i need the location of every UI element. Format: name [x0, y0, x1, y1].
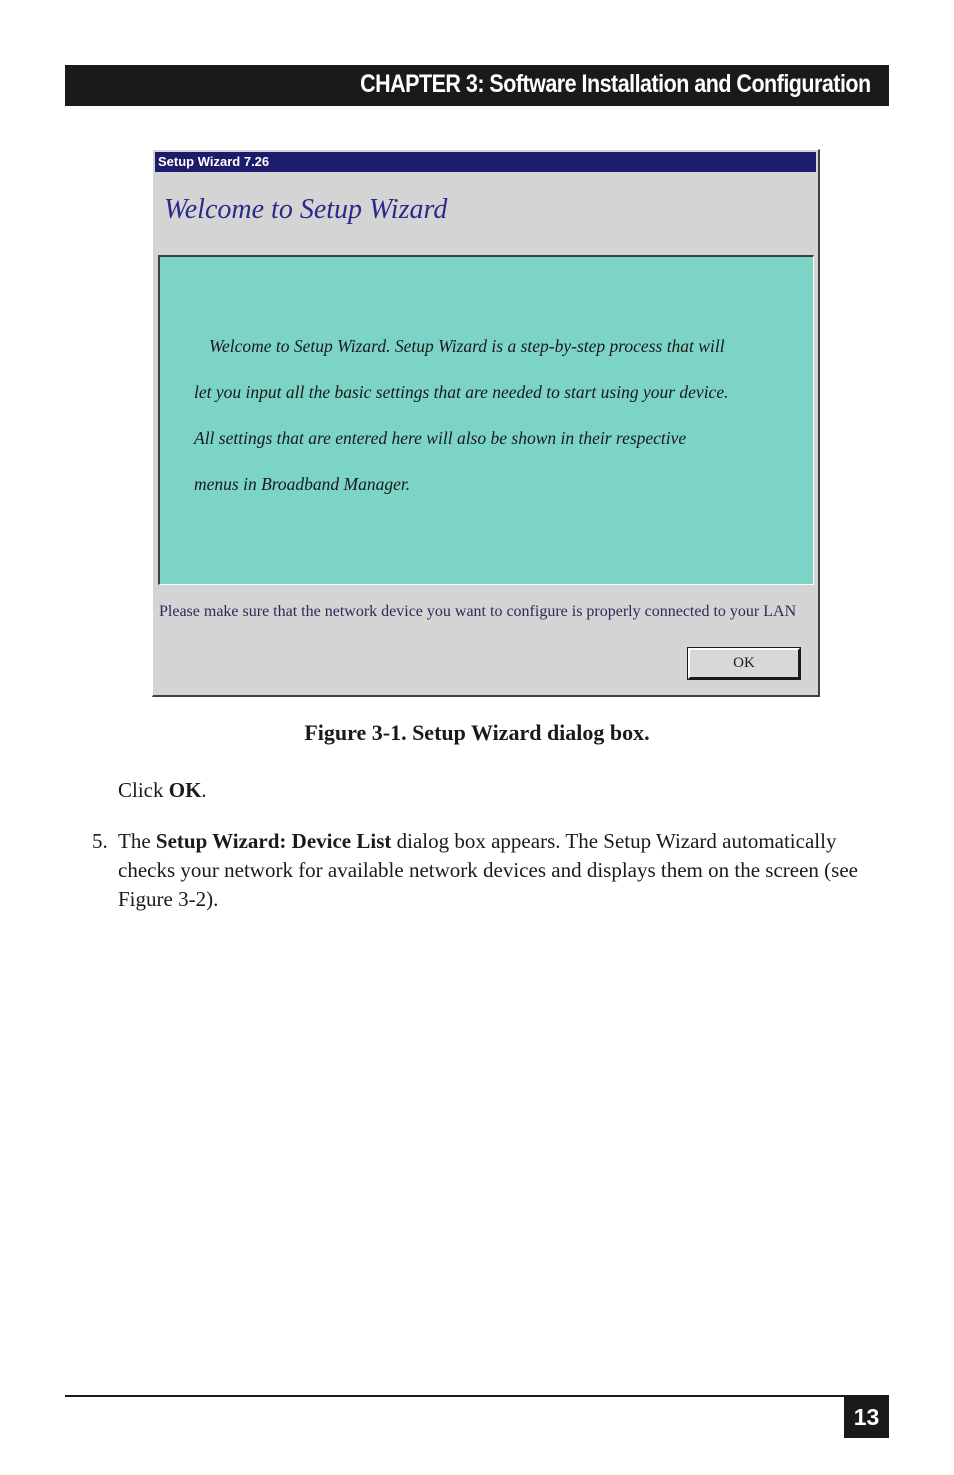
click-suffix: .: [201, 778, 207, 802]
step-text: [118, 827, 882, 914]
dialog-welcome-panel: [158, 255, 814, 585]
figure-caption: Figure 3-1. Setup Wizard dialog box.: [304, 720, 650, 745]
welcome-line: All settings that are entered here will also be shown in their respective: [194, 428, 687, 448]
setup-wizard-dialog-screenshot: [152, 149, 820, 697]
click-prefix: Click: [118, 778, 169, 802]
chapter-title: CHAPTER 3: Software Installation and Configuration: [360, 70, 871, 98]
step-text-after: dialog box appears. The Setup Wizard automatically checks your network for available network devices and displays them on the screen (see Figure 3-2).: [118, 829, 858, 911]
click-ok-bold: OK: [168, 778, 202, 802]
dialog-welcome-heading: Welcome to Setup Wizard: [164, 194, 448, 225]
welcome-line: let you input all the basic settings that are needed to start using your device.: [194, 382, 729, 402]
welcome-line: Welcome to Setup Wizard. Setup Wizard is a step-by-step process that will: [209, 336, 725, 356]
welcome-paragraph: [194, 323, 804, 507]
page-number: 13: [844, 1397, 889, 1438]
click-ok-instruction: [118, 776, 207, 805]
step-text-before: The: [118, 829, 156, 853]
step-dialog-name: Setup Wizard: Device List: [155, 829, 392, 853]
welcome-line: menus in Broadband Manager.: [194, 474, 411, 494]
chapter-header: [65, 65, 889, 106]
ok-button[interactable]: OK: [688, 648, 800, 679]
dialog-connection-note: Please make sure that the network device you want to configure is properly connected to your LAN: [159, 603, 797, 620]
dialog-title-bar: Setup Wizard 7.26: [155, 152, 816, 172]
step-5: [92, 827, 882, 914]
footer-rule: [65, 1395, 889, 1397]
step-number: 5.: [92, 829, 108, 853]
